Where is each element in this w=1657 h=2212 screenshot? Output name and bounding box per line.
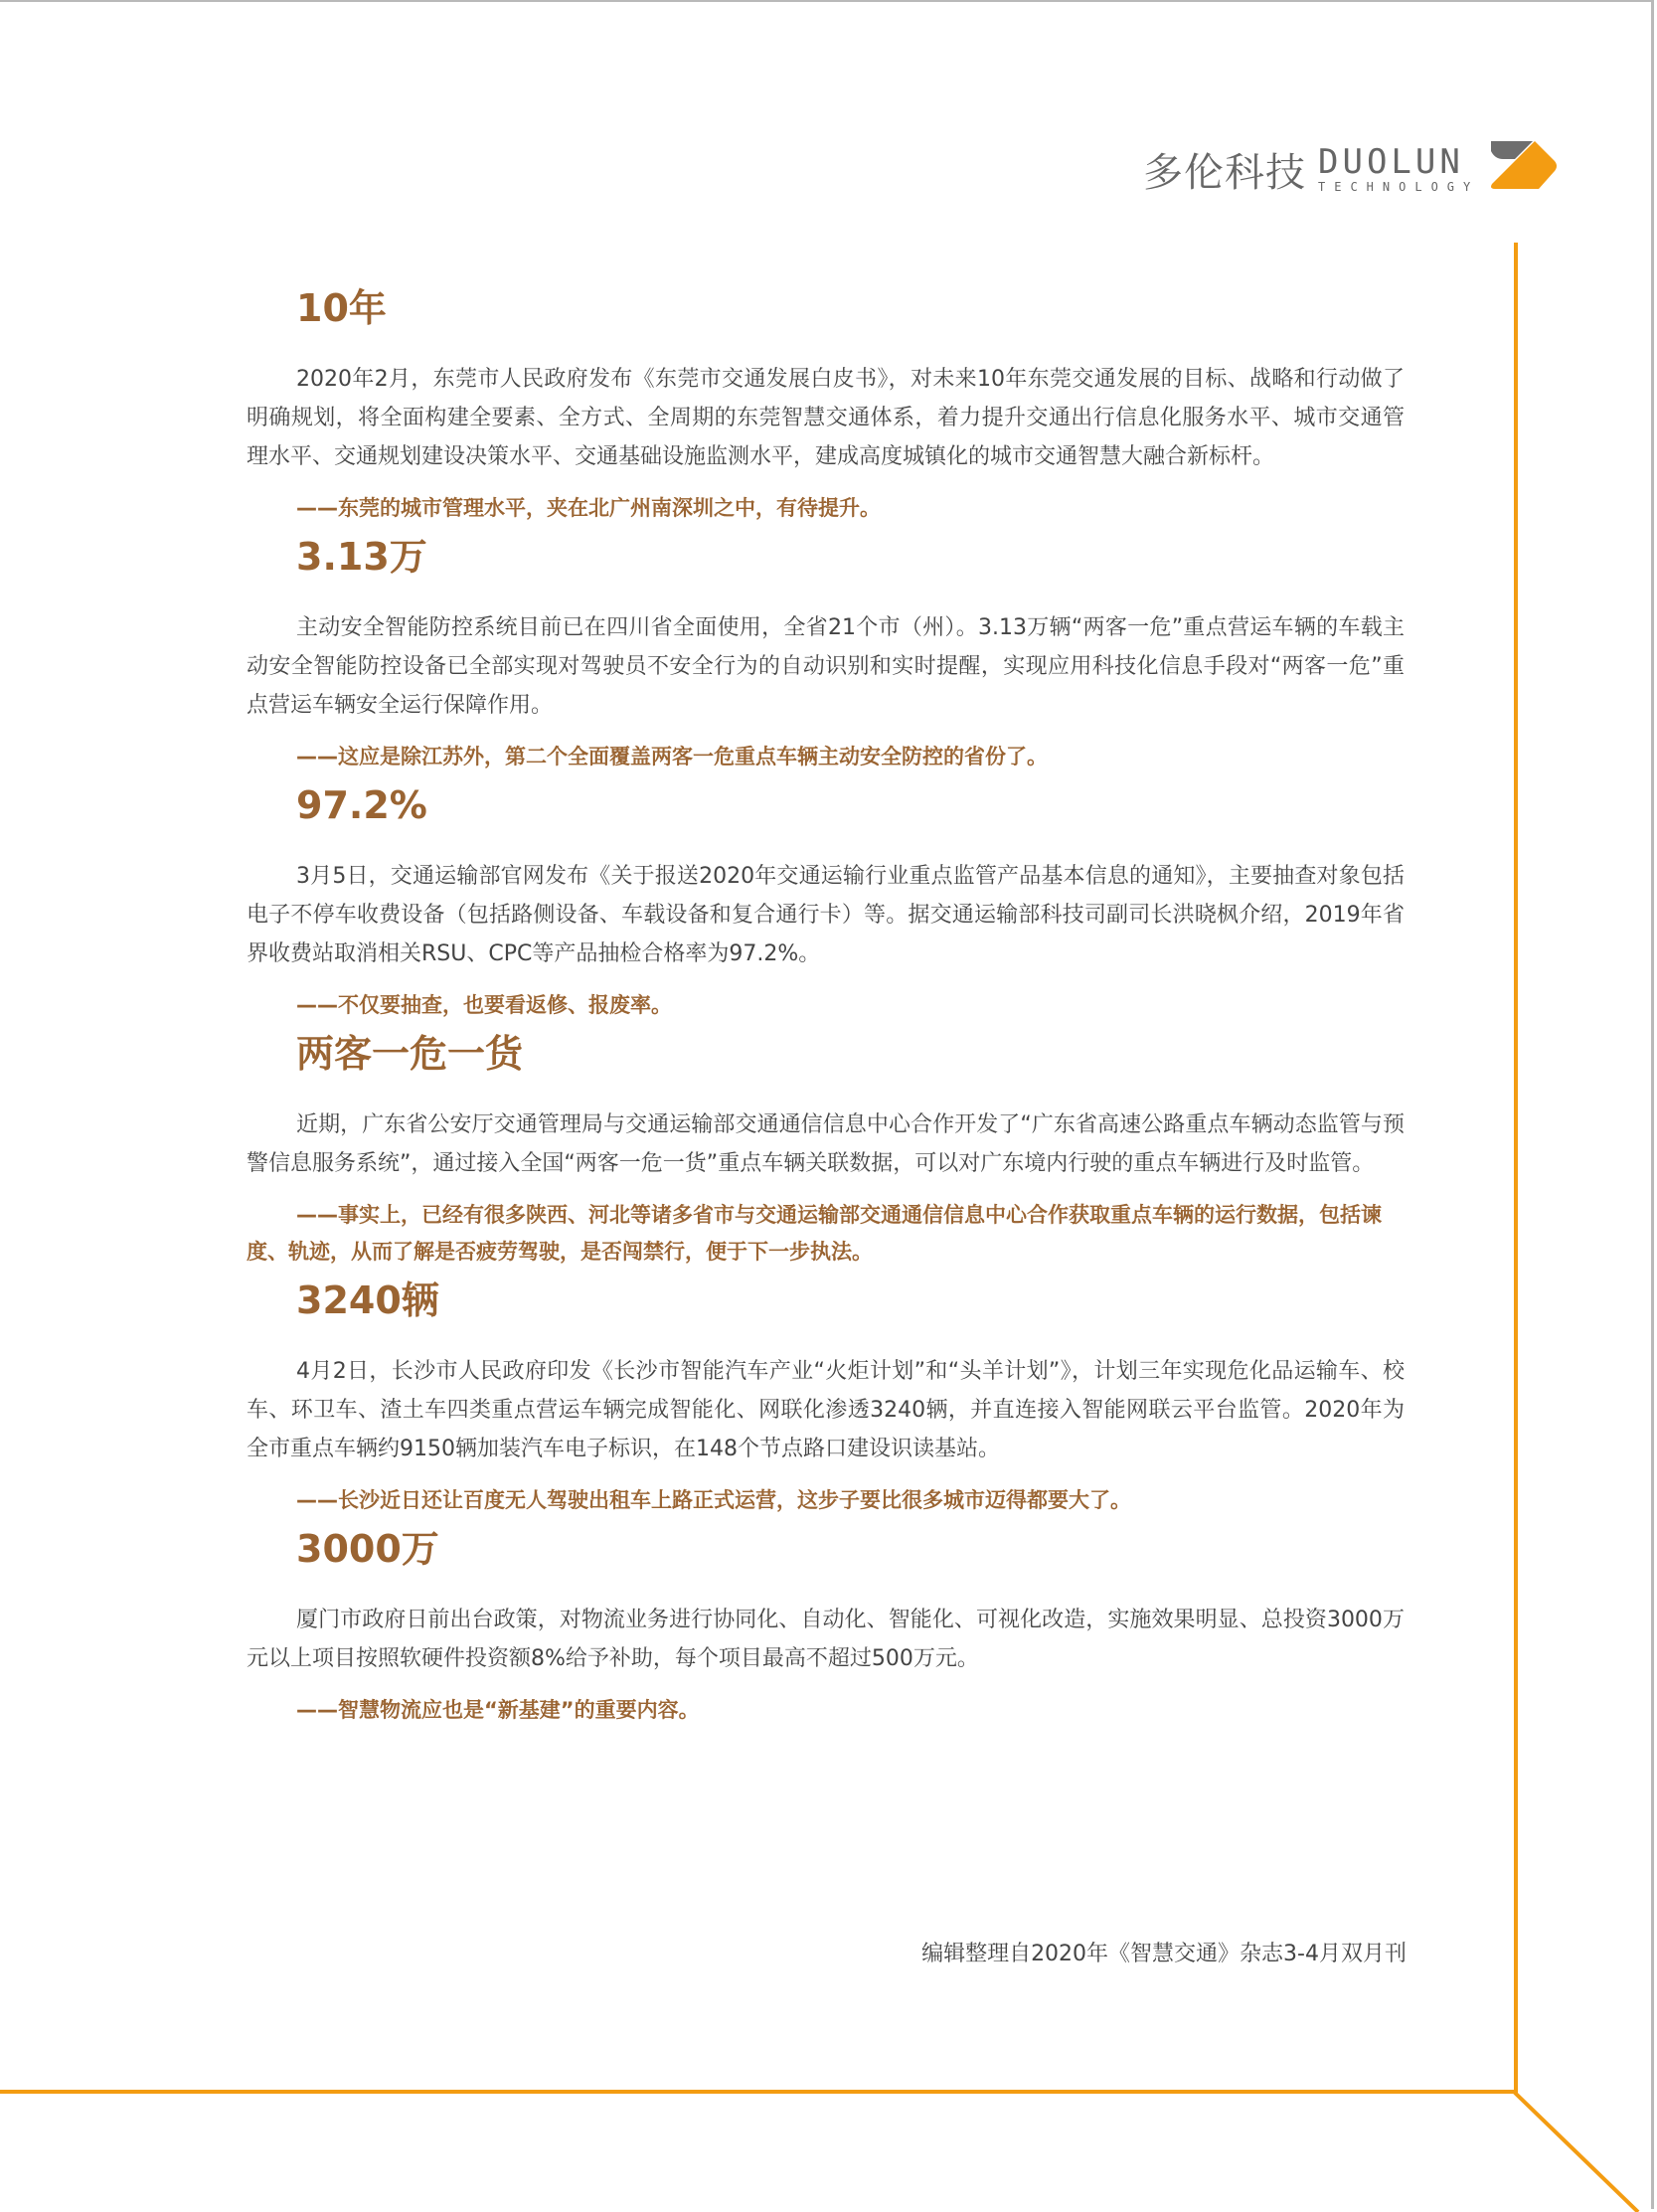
logo-brand: DUOLUN	[1318, 142, 1464, 182]
section-body: 厦门市政府日前出台政策，对物流业务进行协同化、自动化、智能化、可视化改造，实施效果明显、总投资3000万元以上项目按照软硬件投资额8%给予补助，每个项目最高不超过500万元。	[247, 1608, 1405, 1671]
section-10-years	[247, 278, 1405, 527]
logo-chinese-name: 多伦科技	[1143, 149, 1306, 196]
section-heading: 两客一危一货	[296, 1032, 524, 1076]
section-comment: ——东莞的城市管理水平，夹在北广州南深圳之中，有待提升。	[296, 496, 881, 520]
section-comment: ——这应是除江苏外，第二个全面覆盖两客一危重点车辆主动安全防控的省份了。	[296, 745, 1048, 768]
section-body: 近期，广东省公安厅交通管理局与交通运输部交通通信信息中心合作开发了“广东省高速公路重点车辆动态监管与预警信息服务系统”，通过接入全国“两客一危一货”重点车辆关联数据，可以对广东境内行驶的重点车辆进行及时监管。	[247, 1112, 1405, 1176]
section-comment: ——不仅要抽查，也要看返修、报废率。	[296, 993, 672, 1017]
section-97-2-percent	[247, 775, 1405, 1024]
section-heading: 10年	[296, 286, 387, 330]
section-3240-vehicles	[247, 1271, 1405, 1519]
section-heading: 3240辆	[296, 1278, 439, 1322]
frame-horizontal-line	[0, 2090, 1518, 2094]
section-3000-wan	[247, 1519, 1405, 1729]
logo-english	[1318, 142, 1480, 194]
section-heading: 3.13万	[296, 535, 427, 579]
section-comment: ——智慧物流应也是“新基建”的重要内容。	[296, 1698, 700, 1722]
section-body: 主动安全智能防控系统目前已在四川省全面使用，全省21个市（州）。3.13万辆“两客一危”重点营运车辆的车载主动安全智能防控设备已全部实现对驾驶员不安全行为的自动识别和实时提醒，实现应用科技化信息手段对“两客一危”重点营运车辆安全运行保障作用。	[247, 615, 1405, 718]
logo-subtitle: TECHNOLOGY	[1318, 180, 1480, 194]
article-content	[247, 278, 1405, 1729]
source-credit: 编辑整理自2020年《智慧交通》杂志3-4月双月刊	[921, 1942, 1407, 1966]
section-3-13-wan	[247, 527, 1405, 775]
logo-mark-icon	[1489, 141, 1559, 197]
section-body: 4月2日，长沙市人民政府印发《长沙市智能汽车产业“火炬计划”和“头羊计划”》，计划三年实现危化品运输车、校车、环卫车、渣土车四类重点营运车辆完成智能化、网联化渗透3240辆，并直连接入智能网联云平台监管。2020年为全市重点车辆约9150辆加装汽车电子标识，在148个节点路口建设识读基站。	[247, 1359, 1405, 1461]
frame-diagonal-line	[1511, 2088, 1657, 2212]
section-body: 3月5日，交通运输部官网发布《关于报送2020年交通运输行业重点监管产品基本信息的通知》，主要抽查对象包括电子不停车收费设备（包括路侧设备、车载设备和复合通行卡）等。据交通运输部科技司副司长洪晓枫介绍，2019年省界收费站取消相关RSU、CPC等产品抽检合格率为97.2%。	[247, 864, 1405, 966]
company-logo	[1143, 139, 1559, 199]
section-liangke-yiwei-yihuo	[247, 1024, 1405, 1271]
section-heading: 97.2%	[296, 783, 427, 827]
section-heading: 3000万	[296, 1527, 439, 1571]
section-comment: ——长沙近日还让百度无人驾驶出租车上路正式运营，这步子要比很多城市迈得都要大了。	[296, 1488, 1131, 1512]
section-body: 2020年2月，东莞市人民政府发布《东莞市交通发展白皮书》，对未来10年东莞交通发展的目标、战略和行动做了明确规划，将全面构建全要素、全方式、全周期的东莞智慧交通体系，着力提升交通出行信息化服务水平、城市交通管理水平、交通规划建设决策水平、交通基础设施监测水平，建成高度城镇化的城市交通智慧大融合新标杆。	[247, 367, 1405, 469]
frame-vertical-line	[1514, 243, 1518, 2094]
section-comment: ——事实上，已经有很多陕西、河北等诸多省市与交通运输部交通通信信息中心合作获取重点车辆的运行数据，包括谏度、轨迹，从而了解是否疲劳驾驶，是否闯禁行，便于下一步执法。	[247, 1203, 1382, 1264]
